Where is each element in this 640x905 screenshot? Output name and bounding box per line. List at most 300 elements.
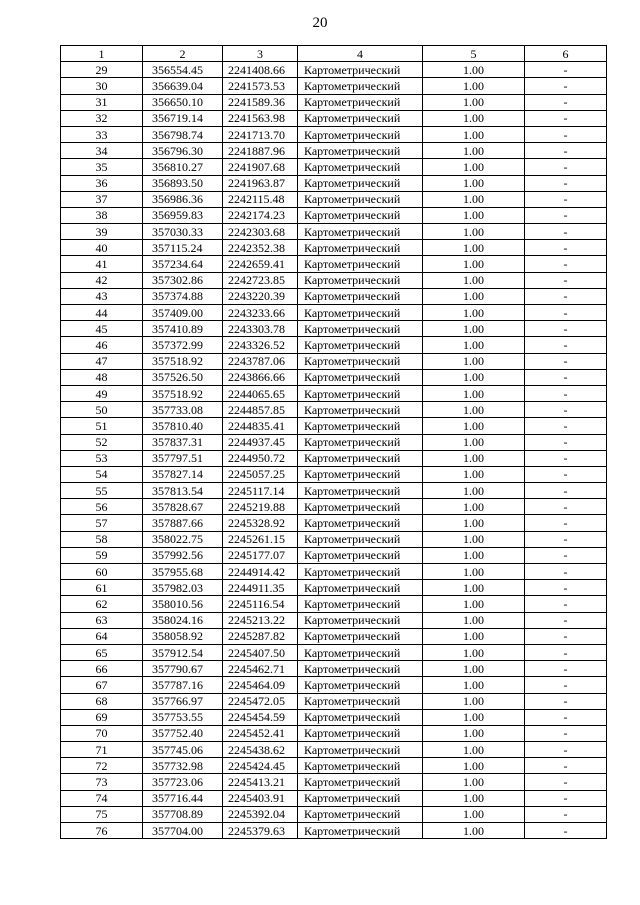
y-coordinate-cell: 2245328.92 bbox=[223, 515, 298, 531]
point-number-cell: 53 bbox=[61, 450, 143, 466]
x-coordinate-cell: 357790.67 bbox=[143, 661, 223, 677]
y-coordinate-cell: 2241563.98 bbox=[223, 110, 298, 126]
accuracy-cell: 1.00 bbox=[423, 240, 525, 256]
point-number-cell: 62 bbox=[61, 596, 143, 612]
table-row bbox=[61, 515, 607, 531]
accuracy-cell: 1.00 bbox=[423, 790, 525, 806]
y-coordinate-cell: 2242352.38 bbox=[223, 240, 298, 256]
x-coordinate-cell: 357732.98 bbox=[143, 758, 223, 774]
method-cell: Картометрический bbox=[298, 62, 423, 78]
y-coordinate-cell: 2244857.85 bbox=[223, 402, 298, 418]
note-cell: - bbox=[525, 580, 607, 596]
x-coordinate-cell: 356719.14 bbox=[143, 110, 223, 126]
accuracy-cell: 1.00 bbox=[423, 661, 525, 677]
accuracy-cell: 1.00 bbox=[423, 709, 525, 725]
table-row bbox=[61, 499, 607, 515]
method-cell: Картометрический bbox=[298, 450, 423, 466]
method-cell: Картометрический bbox=[298, 709, 423, 725]
x-coordinate-cell: 357030.33 bbox=[143, 224, 223, 240]
point-number-cell: 58 bbox=[61, 531, 143, 547]
accuracy-cell: 1.00 bbox=[423, 742, 525, 758]
table-row bbox=[61, 806, 607, 822]
method-cell: Картометрический bbox=[298, 288, 423, 304]
x-coordinate-cell: 357992.56 bbox=[143, 547, 223, 563]
x-coordinate-cell: 357410.89 bbox=[143, 321, 223, 337]
x-coordinate-cell: 357787.16 bbox=[143, 677, 223, 693]
method-cell: Картометрический bbox=[298, 385, 423, 401]
method-cell: Картометрический bbox=[298, 483, 423, 499]
note-cell: - bbox=[525, 288, 607, 304]
note-cell: - bbox=[525, 159, 607, 175]
table-row bbox=[61, 110, 607, 126]
accuracy-cell: 1.00 bbox=[423, 758, 525, 774]
table-row bbox=[61, 466, 607, 482]
note-cell: - bbox=[525, 790, 607, 806]
note-cell: - bbox=[525, 305, 607, 321]
point-number-cell: 30 bbox=[61, 78, 143, 94]
accuracy-cell: 1.00 bbox=[423, 628, 525, 644]
y-coordinate-cell: 2242659.41 bbox=[223, 256, 298, 272]
note-cell: - bbox=[525, 823, 607, 839]
x-coordinate-cell: 357827.14 bbox=[143, 466, 223, 482]
table-row bbox=[61, 580, 607, 596]
x-coordinate-cell: 358058.92 bbox=[143, 628, 223, 644]
x-coordinate-cell: 357704.00 bbox=[143, 823, 223, 839]
x-coordinate-cell: 357723.06 bbox=[143, 774, 223, 790]
table-row bbox=[61, 288, 607, 304]
accuracy-cell: 1.00 bbox=[423, 644, 525, 660]
point-number-cell: 76 bbox=[61, 823, 143, 839]
note-cell: - bbox=[525, 693, 607, 709]
note-cell: - bbox=[525, 353, 607, 369]
y-coordinate-cell: 2243233.66 bbox=[223, 305, 298, 321]
y-coordinate-cell: 2245464.09 bbox=[223, 677, 298, 693]
y-coordinate-cell: 2241408.66 bbox=[223, 62, 298, 78]
point-number-cell: 39 bbox=[61, 224, 143, 240]
table-row bbox=[61, 418, 607, 434]
accuracy-cell: 1.00 bbox=[423, 499, 525, 515]
y-coordinate-cell: 2244950.72 bbox=[223, 450, 298, 466]
point-number-cell: 29 bbox=[61, 62, 143, 78]
accuracy-cell: 1.00 bbox=[423, 547, 525, 563]
x-coordinate-cell: 356639.04 bbox=[143, 78, 223, 94]
method-cell: Картометрический bbox=[298, 693, 423, 709]
column-header: 2 bbox=[143, 46, 223, 62]
x-coordinate-cell: 357374.88 bbox=[143, 288, 223, 304]
x-coordinate-cell: 357526.50 bbox=[143, 369, 223, 385]
table-row bbox=[61, 224, 607, 240]
method-cell: Картометрический bbox=[298, 305, 423, 321]
method-cell: Картометрический bbox=[298, 224, 423, 240]
accuracy-cell: 1.00 bbox=[423, 385, 525, 401]
accuracy-cell: 1.00 bbox=[423, 596, 525, 612]
table-row bbox=[61, 693, 607, 709]
x-coordinate-cell: 357752.40 bbox=[143, 725, 223, 741]
table-row bbox=[61, 628, 607, 644]
method-cell: Картометрический bbox=[298, 515, 423, 531]
table-row bbox=[61, 369, 607, 385]
note-cell: - bbox=[525, 564, 607, 580]
point-number-cell: 73 bbox=[61, 774, 143, 790]
point-number-cell: 57 bbox=[61, 515, 143, 531]
accuracy-cell: 1.00 bbox=[423, 564, 525, 580]
y-coordinate-cell: 2245117.14 bbox=[223, 483, 298, 499]
accuracy-cell: 1.00 bbox=[423, 434, 525, 450]
method-cell: Картометрический bbox=[298, 499, 423, 515]
method-cell: Картометрический bbox=[298, 725, 423, 741]
y-coordinate-cell: 2241573.53 bbox=[223, 78, 298, 94]
y-coordinate-cell: 2245392.04 bbox=[223, 806, 298, 822]
point-number-cell: 43 bbox=[61, 288, 143, 304]
method-cell: Картометрический bbox=[298, 466, 423, 482]
note-cell: - bbox=[525, 94, 607, 110]
point-number-cell: 45 bbox=[61, 321, 143, 337]
point-number-cell: 65 bbox=[61, 644, 143, 660]
y-coordinate-cell: 2243326.52 bbox=[223, 337, 298, 353]
table-row bbox=[61, 353, 607, 369]
y-coordinate-cell: 2245379.63 bbox=[223, 823, 298, 839]
accuracy-cell: 1.00 bbox=[423, 62, 525, 78]
accuracy-cell: 1.00 bbox=[423, 110, 525, 126]
y-coordinate-cell: 2245454.59 bbox=[223, 709, 298, 725]
accuracy-cell: 1.00 bbox=[423, 466, 525, 482]
y-coordinate-cell: 2244065.65 bbox=[223, 385, 298, 401]
table-row bbox=[61, 661, 607, 677]
point-number-cell: 36 bbox=[61, 175, 143, 191]
method-cell: Картометрический bbox=[298, 790, 423, 806]
point-number-cell: 33 bbox=[61, 126, 143, 142]
accuracy-cell: 1.00 bbox=[423, 580, 525, 596]
x-coordinate-cell: 356796.30 bbox=[143, 143, 223, 159]
note-cell: - bbox=[525, 677, 607, 693]
x-coordinate-cell: 358022.75 bbox=[143, 531, 223, 547]
method-cell: Картометрический bbox=[298, 256, 423, 272]
y-coordinate-cell: 2245407.50 bbox=[223, 644, 298, 660]
accuracy-cell: 1.00 bbox=[423, 305, 525, 321]
table-row bbox=[61, 159, 607, 175]
y-coordinate-cell: 2245116.54 bbox=[223, 596, 298, 612]
column-header: 4 bbox=[298, 46, 423, 62]
note-cell: - bbox=[525, 531, 607, 547]
column-header: 5 bbox=[423, 46, 525, 62]
table-row bbox=[61, 321, 607, 337]
y-coordinate-cell: 2242723.85 bbox=[223, 272, 298, 288]
column-header: 3 bbox=[223, 46, 298, 62]
accuracy-cell: 1.00 bbox=[423, 337, 525, 353]
point-number-cell: 38 bbox=[61, 207, 143, 223]
y-coordinate-cell: 2245462.71 bbox=[223, 661, 298, 677]
x-coordinate-cell: 357753.55 bbox=[143, 709, 223, 725]
y-coordinate-cell: 2245452.41 bbox=[223, 725, 298, 741]
point-number-cell: 50 bbox=[61, 402, 143, 418]
x-coordinate-cell: 357716.44 bbox=[143, 790, 223, 806]
y-coordinate-cell: 2242174.23 bbox=[223, 207, 298, 223]
method-cell: Картометрический bbox=[298, 78, 423, 94]
table-row bbox=[61, 483, 607, 499]
table-row bbox=[61, 709, 607, 725]
point-number-cell: 51 bbox=[61, 418, 143, 434]
accuracy-cell: 1.00 bbox=[423, 175, 525, 191]
table-row bbox=[61, 78, 607, 94]
point-number-cell: 59 bbox=[61, 547, 143, 563]
table-row bbox=[61, 564, 607, 580]
y-coordinate-cell: 2243220.39 bbox=[223, 288, 298, 304]
y-coordinate-cell: 2241589.36 bbox=[223, 94, 298, 110]
method-cell: Картометрический bbox=[298, 159, 423, 175]
table-row bbox=[61, 823, 607, 839]
table-row bbox=[61, 385, 607, 401]
x-coordinate-cell: 357982.03 bbox=[143, 580, 223, 596]
table-row bbox=[61, 644, 607, 660]
method-cell: Картометрический bbox=[298, 369, 423, 385]
note-cell: - bbox=[525, 321, 607, 337]
x-coordinate-cell: 357887.66 bbox=[143, 515, 223, 531]
y-coordinate-cell: 2245219.88 bbox=[223, 499, 298, 515]
method-cell: Картометрический bbox=[298, 531, 423, 547]
note-cell: - bbox=[525, 515, 607, 531]
note-cell: - bbox=[525, 434, 607, 450]
point-number-cell: 71 bbox=[61, 742, 143, 758]
note-cell: - bbox=[525, 758, 607, 774]
method-cell: Картометрический bbox=[298, 596, 423, 612]
x-coordinate-cell: 357813.54 bbox=[143, 483, 223, 499]
accuracy-cell: 1.00 bbox=[423, 677, 525, 693]
point-number-cell: 63 bbox=[61, 612, 143, 628]
point-number-cell: 60 bbox=[61, 564, 143, 580]
accuracy-cell: 1.00 bbox=[423, 774, 525, 790]
column-header: 6 bbox=[525, 46, 607, 62]
point-number-cell: 74 bbox=[61, 790, 143, 806]
y-coordinate-cell: 2241963.87 bbox=[223, 175, 298, 191]
accuracy-cell: 1.00 bbox=[423, 418, 525, 434]
note-cell: - bbox=[525, 806, 607, 822]
accuracy-cell: 1.00 bbox=[423, 78, 525, 94]
table-row bbox=[61, 774, 607, 790]
table-row bbox=[61, 677, 607, 693]
x-coordinate-cell: 356650.10 bbox=[143, 94, 223, 110]
point-number-cell: 75 bbox=[61, 806, 143, 822]
x-coordinate-cell: 357518.92 bbox=[143, 353, 223, 369]
note-cell: - bbox=[525, 661, 607, 677]
table-row bbox=[61, 742, 607, 758]
note-cell: - bbox=[525, 596, 607, 612]
accuracy-cell: 1.00 bbox=[423, 191, 525, 207]
method-cell: Картометрический bbox=[298, 126, 423, 142]
x-coordinate-cell: 357115.24 bbox=[143, 240, 223, 256]
point-number-cell: 54 bbox=[61, 466, 143, 482]
x-coordinate-cell: 358024.16 bbox=[143, 612, 223, 628]
y-coordinate-cell: 2245438.62 bbox=[223, 742, 298, 758]
point-number-cell: 47 bbox=[61, 353, 143, 369]
method-cell: Картометрический bbox=[298, 191, 423, 207]
table-row bbox=[61, 305, 607, 321]
point-number-cell: 46 bbox=[61, 337, 143, 353]
table-body bbox=[61, 62, 607, 839]
y-coordinate-cell: 2245213.22 bbox=[223, 612, 298, 628]
x-coordinate-cell: 357372.99 bbox=[143, 337, 223, 353]
note-cell: - bbox=[525, 272, 607, 288]
table-row bbox=[61, 207, 607, 223]
point-number-cell: 64 bbox=[61, 628, 143, 644]
table-row bbox=[61, 758, 607, 774]
accuracy-cell: 1.00 bbox=[423, 531, 525, 547]
method-cell: Картометрический bbox=[298, 612, 423, 628]
table-row bbox=[61, 62, 607, 78]
note-cell: - bbox=[525, 337, 607, 353]
point-number-cell: 31 bbox=[61, 94, 143, 110]
note-cell: - bbox=[525, 499, 607, 515]
method-cell: Картометрический bbox=[298, 758, 423, 774]
y-coordinate-cell: 2245403.91 bbox=[223, 790, 298, 806]
point-number-cell: 68 bbox=[61, 693, 143, 709]
note-cell: - bbox=[525, 612, 607, 628]
table-row bbox=[61, 547, 607, 563]
x-coordinate-cell: 357810.40 bbox=[143, 418, 223, 434]
table-row bbox=[61, 94, 607, 110]
accuracy-cell: 1.00 bbox=[423, 402, 525, 418]
accuracy-cell: 1.00 bbox=[423, 94, 525, 110]
y-coordinate-cell: 2245472.05 bbox=[223, 693, 298, 709]
x-coordinate-cell: 357955.68 bbox=[143, 564, 223, 580]
accuracy-cell: 1.00 bbox=[423, 159, 525, 175]
x-coordinate-cell: 356810.27 bbox=[143, 159, 223, 175]
y-coordinate-cell: 2241907.68 bbox=[223, 159, 298, 175]
method-cell: Картометрический bbox=[298, 434, 423, 450]
note-cell: - bbox=[525, 385, 607, 401]
point-number-cell: 32 bbox=[61, 110, 143, 126]
note-cell: - bbox=[525, 628, 607, 644]
method-cell: Картометрический bbox=[298, 547, 423, 563]
method-cell: Картометрический bbox=[298, 207, 423, 223]
accuracy-cell: 1.00 bbox=[423, 806, 525, 822]
table-row bbox=[61, 126, 607, 142]
note-cell: - bbox=[525, 78, 607, 94]
note-cell: - bbox=[525, 418, 607, 434]
y-coordinate-cell: 2241713.70 bbox=[223, 126, 298, 142]
y-coordinate-cell: 2242115.48 bbox=[223, 191, 298, 207]
note-cell: - bbox=[525, 110, 607, 126]
y-coordinate-cell: 2244937.45 bbox=[223, 434, 298, 450]
accuracy-cell: 1.00 bbox=[423, 272, 525, 288]
method-cell: Картометрический bbox=[298, 110, 423, 126]
note-cell: - bbox=[525, 742, 607, 758]
y-coordinate-cell: 2245177.07 bbox=[223, 547, 298, 563]
y-coordinate-cell: 2242303.68 bbox=[223, 224, 298, 240]
accuracy-cell: 1.00 bbox=[423, 126, 525, 142]
method-cell: Картометрический bbox=[298, 628, 423, 644]
note-cell: - bbox=[525, 547, 607, 563]
x-coordinate-cell: 357797.51 bbox=[143, 450, 223, 466]
table-row bbox=[61, 596, 607, 612]
table-row bbox=[61, 725, 607, 741]
y-coordinate-cell: 2244835.41 bbox=[223, 418, 298, 434]
y-coordinate-cell: 2245287.82 bbox=[223, 628, 298, 644]
table-row bbox=[61, 175, 607, 191]
point-number-cell: 61 bbox=[61, 580, 143, 596]
method-cell: Картометрический bbox=[298, 418, 423, 434]
point-number-cell: 67 bbox=[61, 677, 143, 693]
method-cell: Картометрический bbox=[298, 353, 423, 369]
method-cell: Картометрический bbox=[298, 240, 423, 256]
x-coordinate-cell: 356959.83 bbox=[143, 207, 223, 223]
table-row bbox=[61, 531, 607, 547]
page-number: 20 bbox=[312, 15, 328, 31]
table-row bbox=[61, 402, 607, 418]
accuracy-cell: 1.00 bbox=[423, 353, 525, 369]
coordinates-table bbox=[60, 45, 607, 839]
column-header: 1 bbox=[61, 46, 143, 62]
y-coordinate-cell: 2245424.45 bbox=[223, 758, 298, 774]
point-number-cell: 37 bbox=[61, 191, 143, 207]
point-number-cell: 55 bbox=[61, 483, 143, 499]
point-number-cell: 48 bbox=[61, 369, 143, 385]
y-coordinate-cell: 2245057.25 bbox=[223, 466, 298, 482]
note-cell: - bbox=[525, 256, 607, 272]
accuracy-cell: 1.00 bbox=[423, 450, 525, 466]
note-cell: - bbox=[525, 62, 607, 78]
table-header-row bbox=[61, 46, 607, 62]
accuracy-cell: 1.00 bbox=[423, 483, 525, 499]
point-number-cell: 72 bbox=[61, 758, 143, 774]
note-cell: - bbox=[525, 402, 607, 418]
x-coordinate-cell: 357518.92 bbox=[143, 385, 223, 401]
x-coordinate-cell: 357837.31 bbox=[143, 434, 223, 450]
method-cell: Картометрический bbox=[298, 644, 423, 660]
x-coordinate-cell: 357766.97 bbox=[143, 693, 223, 709]
table-row bbox=[61, 434, 607, 450]
y-coordinate-cell: 2245413.21 bbox=[223, 774, 298, 790]
x-coordinate-cell: 357409.00 bbox=[143, 305, 223, 321]
point-number-cell: 41 bbox=[61, 256, 143, 272]
note-cell: - bbox=[525, 191, 607, 207]
method-cell: Картометрический bbox=[298, 564, 423, 580]
method-cell: Картометрический bbox=[298, 402, 423, 418]
table-row bbox=[61, 256, 607, 272]
method-cell: Картометрический bbox=[298, 94, 423, 110]
y-coordinate-cell: 2243866.66 bbox=[223, 369, 298, 385]
x-coordinate-cell: 356798.74 bbox=[143, 126, 223, 142]
x-coordinate-cell: 357828.67 bbox=[143, 499, 223, 515]
note-cell: - bbox=[525, 725, 607, 741]
x-coordinate-cell: 357234.64 bbox=[143, 256, 223, 272]
note-cell: - bbox=[525, 466, 607, 482]
note-cell: - bbox=[525, 175, 607, 191]
y-coordinate-cell: 2243787.06 bbox=[223, 353, 298, 369]
note-cell: - bbox=[525, 240, 607, 256]
note-cell: - bbox=[525, 126, 607, 142]
accuracy-cell: 1.00 bbox=[423, 515, 525, 531]
y-coordinate-cell: 2243303.78 bbox=[223, 321, 298, 337]
note-cell: - bbox=[525, 644, 607, 660]
point-number-cell: 69 bbox=[61, 709, 143, 725]
accuracy-cell: 1.00 bbox=[423, 369, 525, 385]
accuracy-cell: 1.00 bbox=[423, 823, 525, 839]
method-cell: Картометрический bbox=[298, 742, 423, 758]
method-cell: Картометрический bbox=[298, 661, 423, 677]
x-coordinate-cell: 356986.36 bbox=[143, 191, 223, 207]
accuracy-cell: 1.00 bbox=[423, 224, 525, 240]
accuracy-cell: 1.00 bbox=[423, 725, 525, 741]
x-coordinate-cell: 357912.54 bbox=[143, 644, 223, 660]
point-number-cell: 49 bbox=[61, 385, 143, 401]
table-row bbox=[61, 272, 607, 288]
point-number-cell: 52 bbox=[61, 434, 143, 450]
method-cell: Картометрический bbox=[298, 823, 423, 839]
table-row bbox=[61, 450, 607, 466]
note-cell: - bbox=[525, 207, 607, 223]
table-row bbox=[61, 790, 607, 806]
table-row bbox=[61, 337, 607, 353]
